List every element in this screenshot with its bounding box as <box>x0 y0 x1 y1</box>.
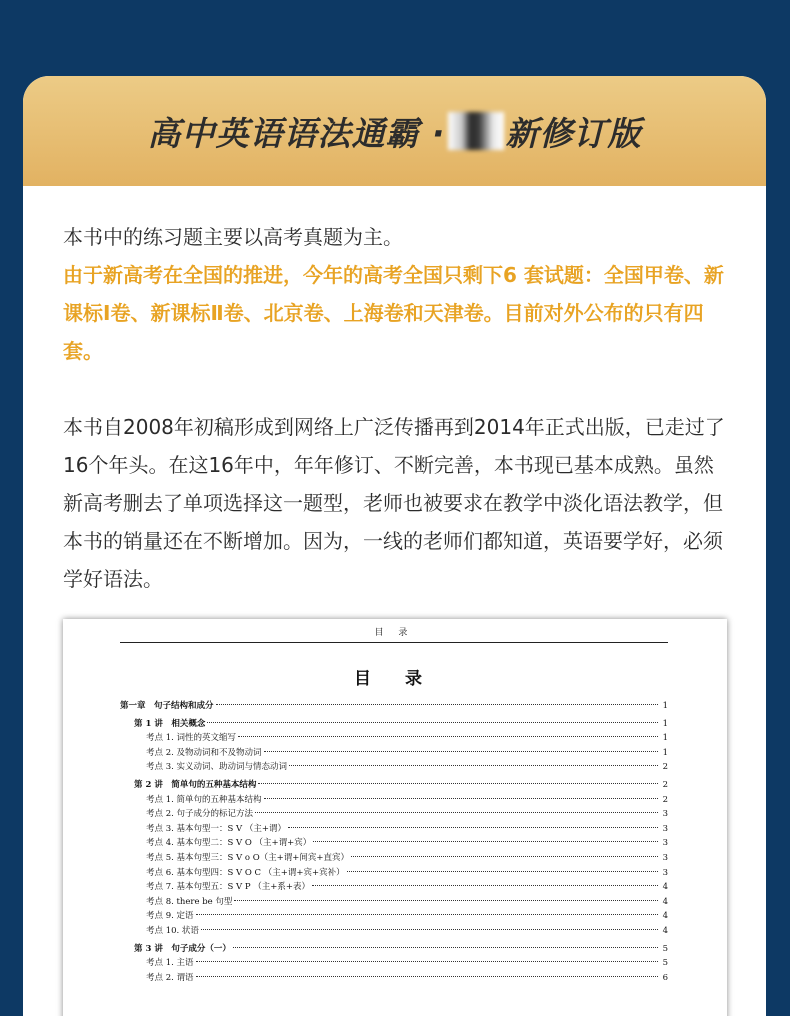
toc-leader-dots <box>312 885 658 886</box>
toc-leader-dots <box>238 736 658 737</box>
toc-entry-page: 5 <box>662 958 668 969</box>
toc-leader-dots <box>233 947 658 948</box>
toc-entry-label: 考点 4. 基本句型二：S V O （主+谓+宾） <box>146 838 312 849</box>
body-paragraph: 本书自2008年初稿形成到网络上广泛传播再到2014年正式出版，已走过了16个年头。在这16年中，年年修订、不断完善，本书现已基本成熟。虽然新高考删去了单项选择这一题型，老师也被要求在教学中淡化语法教学，但本书的销量还在不断增加。因为，一线的老师们都知道，英语要学好，必须学好语法。 <box>63 415 725 591</box>
toc-entry-label: 考点 9. 定语 <box>146 911 194 922</box>
toc-entry-page: 4 <box>662 896 668 907</box>
toc-entry-page: 3 <box>662 823 668 834</box>
toc-entry-page: 2 <box>662 794 668 805</box>
toc-entry-page: 4 <box>662 925 668 936</box>
toc-entry-label: 第 2 讲 简单句的五种基本结构 <box>134 779 257 790</box>
toc-leader-dots <box>347 871 658 872</box>
toc-entry-label: 第 3 讲 句子成分（一） <box>134 943 231 954</box>
toc-entry-label: 考点 1. 主语 <box>146 958 194 969</box>
toc-entry <box>120 807 668 822</box>
toc-leader-dots <box>216 704 658 705</box>
doc-title: 目 录 <box>354 669 436 689</box>
toc-entry <box>120 793 668 808</box>
toc-entry-page: 3 <box>662 852 668 863</box>
toc-entry-label: 考点 1. 简单句的五种基本结构 <box>146 794 262 805</box>
toc-entry <box>120 895 668 910</box>
toc-entry-label: 第 1 讲 相关概念 <box>134 718 206 729</box>
toc-entry-page: 5 <box>662 943 668 954</box>
toc-entry <box>120 956 668 971</box>
title-banner <box>23 76 766 186</box>
toc-leader-dots <box>196 961 658 962</box>
doc-running-header: 目 录 <box>120 625 668 643</box>
toc-entry-page: 1 <box>662 701 668 711</box>
banner-title-right: 新修订版 <box>505 113 642 153</box>
toc-entry <box>120 880 668 895</box>
toc-entry-page: 4 <box>662 882 668 893</box>
toc-leader-dots <box>196 914 658 915</box>
toc-entry <box>120 924 668 939</box>
toc-entry-page: 2 <box>662 762 668 773</box>
intro-line: 本书中的练习题主要以高考真题为主。 <box>63 225 403 249</box>
toc-entry-page: 1 <box>662 733 668 744</box>
toc-entry-page: 6 <box>662 972 668 983</box>
highlight-paragraph: 由于新高考在全国的推进，今年的高考全国只剩下6 套试题：全国甲卷、新课标Ⅰ卷、新课标Ⅱ卷、北京卷、上海卷和天津卷。目前对外公布的只有四套。 <box>63 263 724 363</box>
toc-entry-label: 考点 6. 基本句型四：S V O C （主+谓+宾+宾补） <box>146 867 345 878</box>
toc-entry <box>120 866 668 881</box>
toc-entry <box>120 836 668 851</box>
banner-title-left: 高中英语语法通霸 · <box>147 113 446 153</box>
toc-leader-dots <box>288 827 658 828</box>
toc-entry-label: 考点 5. 基本句型三：S V o O（主+谓+间宾+直宾） <box>146 852 350 863</box>
toc-entry <box>120 851 668 866</box>
toc-leader-dots <box>289 765 658 766</box>
table-of-contents <box>120 699 668 985</box>
toc-entry-label: 第一章 句子结构和成分 <box>120 701 214 711</box>
toc-entry-label: 考点 3. 实义动词、助动词与情态动词 <box>146 762 288 773</box>
banner-title <box>147 108 641 155</box>
toc-entry-page: 2 <box>662 779 668 790</box>
toc-leader-dots <box>207 722 658 723</box>
redacted-text-block <box>448 112 504 150</box>
toc-entry <box>120 760 668 775</box>
toc-entry-label: 考点 1. 词性的英文缩写 <box>146 733 237 744</box>
toc-leader-dots <box>258 783 658 784</box>
toc-entry-label: 考点 7. 基本句型五：S V P （主+系+表） <box>146 882 311 893</box>
toc-leader-dots <box>351 856 658 857</box>
toc-entry-page: 4 <box>662 911 668 922</box>
toc-leader-dots <box>201 929 658 930</box>
toc-entry <box>120 971 668 986</box>
toc-entry-page: 3 <box>662 867 668 878</box>
toc-entry <box>120 699 668 714</box>
toc-leader-dots <box>264 798 658 799</box>
toc-entry-page: 1 <box>662 747 668 758</box>
toc-entry-page: 3 <box>662 838 668 849</box>
toc-entry-label: 考点 2. 句子成分的标记方法 <box>146 809 254 820</box>
toc-leader-dots <box>264 751 658 752</box>
toc-leader-dots <box>313 841 658 842</box>
toc-entry-label: 考点 2. 谓语 <box>146 972 194 983</box>
toc-entry-label: 考点 8. there be 句型 <box>146 896 233 907</box>
toc-leader-dots <box>234 900 658 901</box>
toc-entry <box>120 822 668 837</box>
toc-entry-label: 考点 3. 基本句型一：S V （主+谓） <box>146 823 287 834</box>
content-card <box>23 76 766 1016</box>
toc-entry <box>120 942 668 957</box>
toc-entry <box>120 778 668 793</box>
toc-entry <box>120 909 668 924</box>
toc-entry-page: 3 <box>662 809 668 820</box>
toc-entry <box>120 746 668 761</box>
toc-leader-dots <box>255 812 658 813</box>
toc-entry <box>120 731 668 746</box>
toc-entry-label: 考点 10. 状语 <box>146 925 199 936</box>
toc-entry <box>120 717 668 732</box>
toc-entry-page: 1 <box>662 718 668 729</box>
toc-leader-dots <box>196 976 658 977</box>
toc-document-preview <box>63 619 727 1016</box>
toc-entry-label: 考点 2. 及物动词和不及物动词 <box>146 747 262 758</box>
intro-content <box>23 186 766 598</box>
